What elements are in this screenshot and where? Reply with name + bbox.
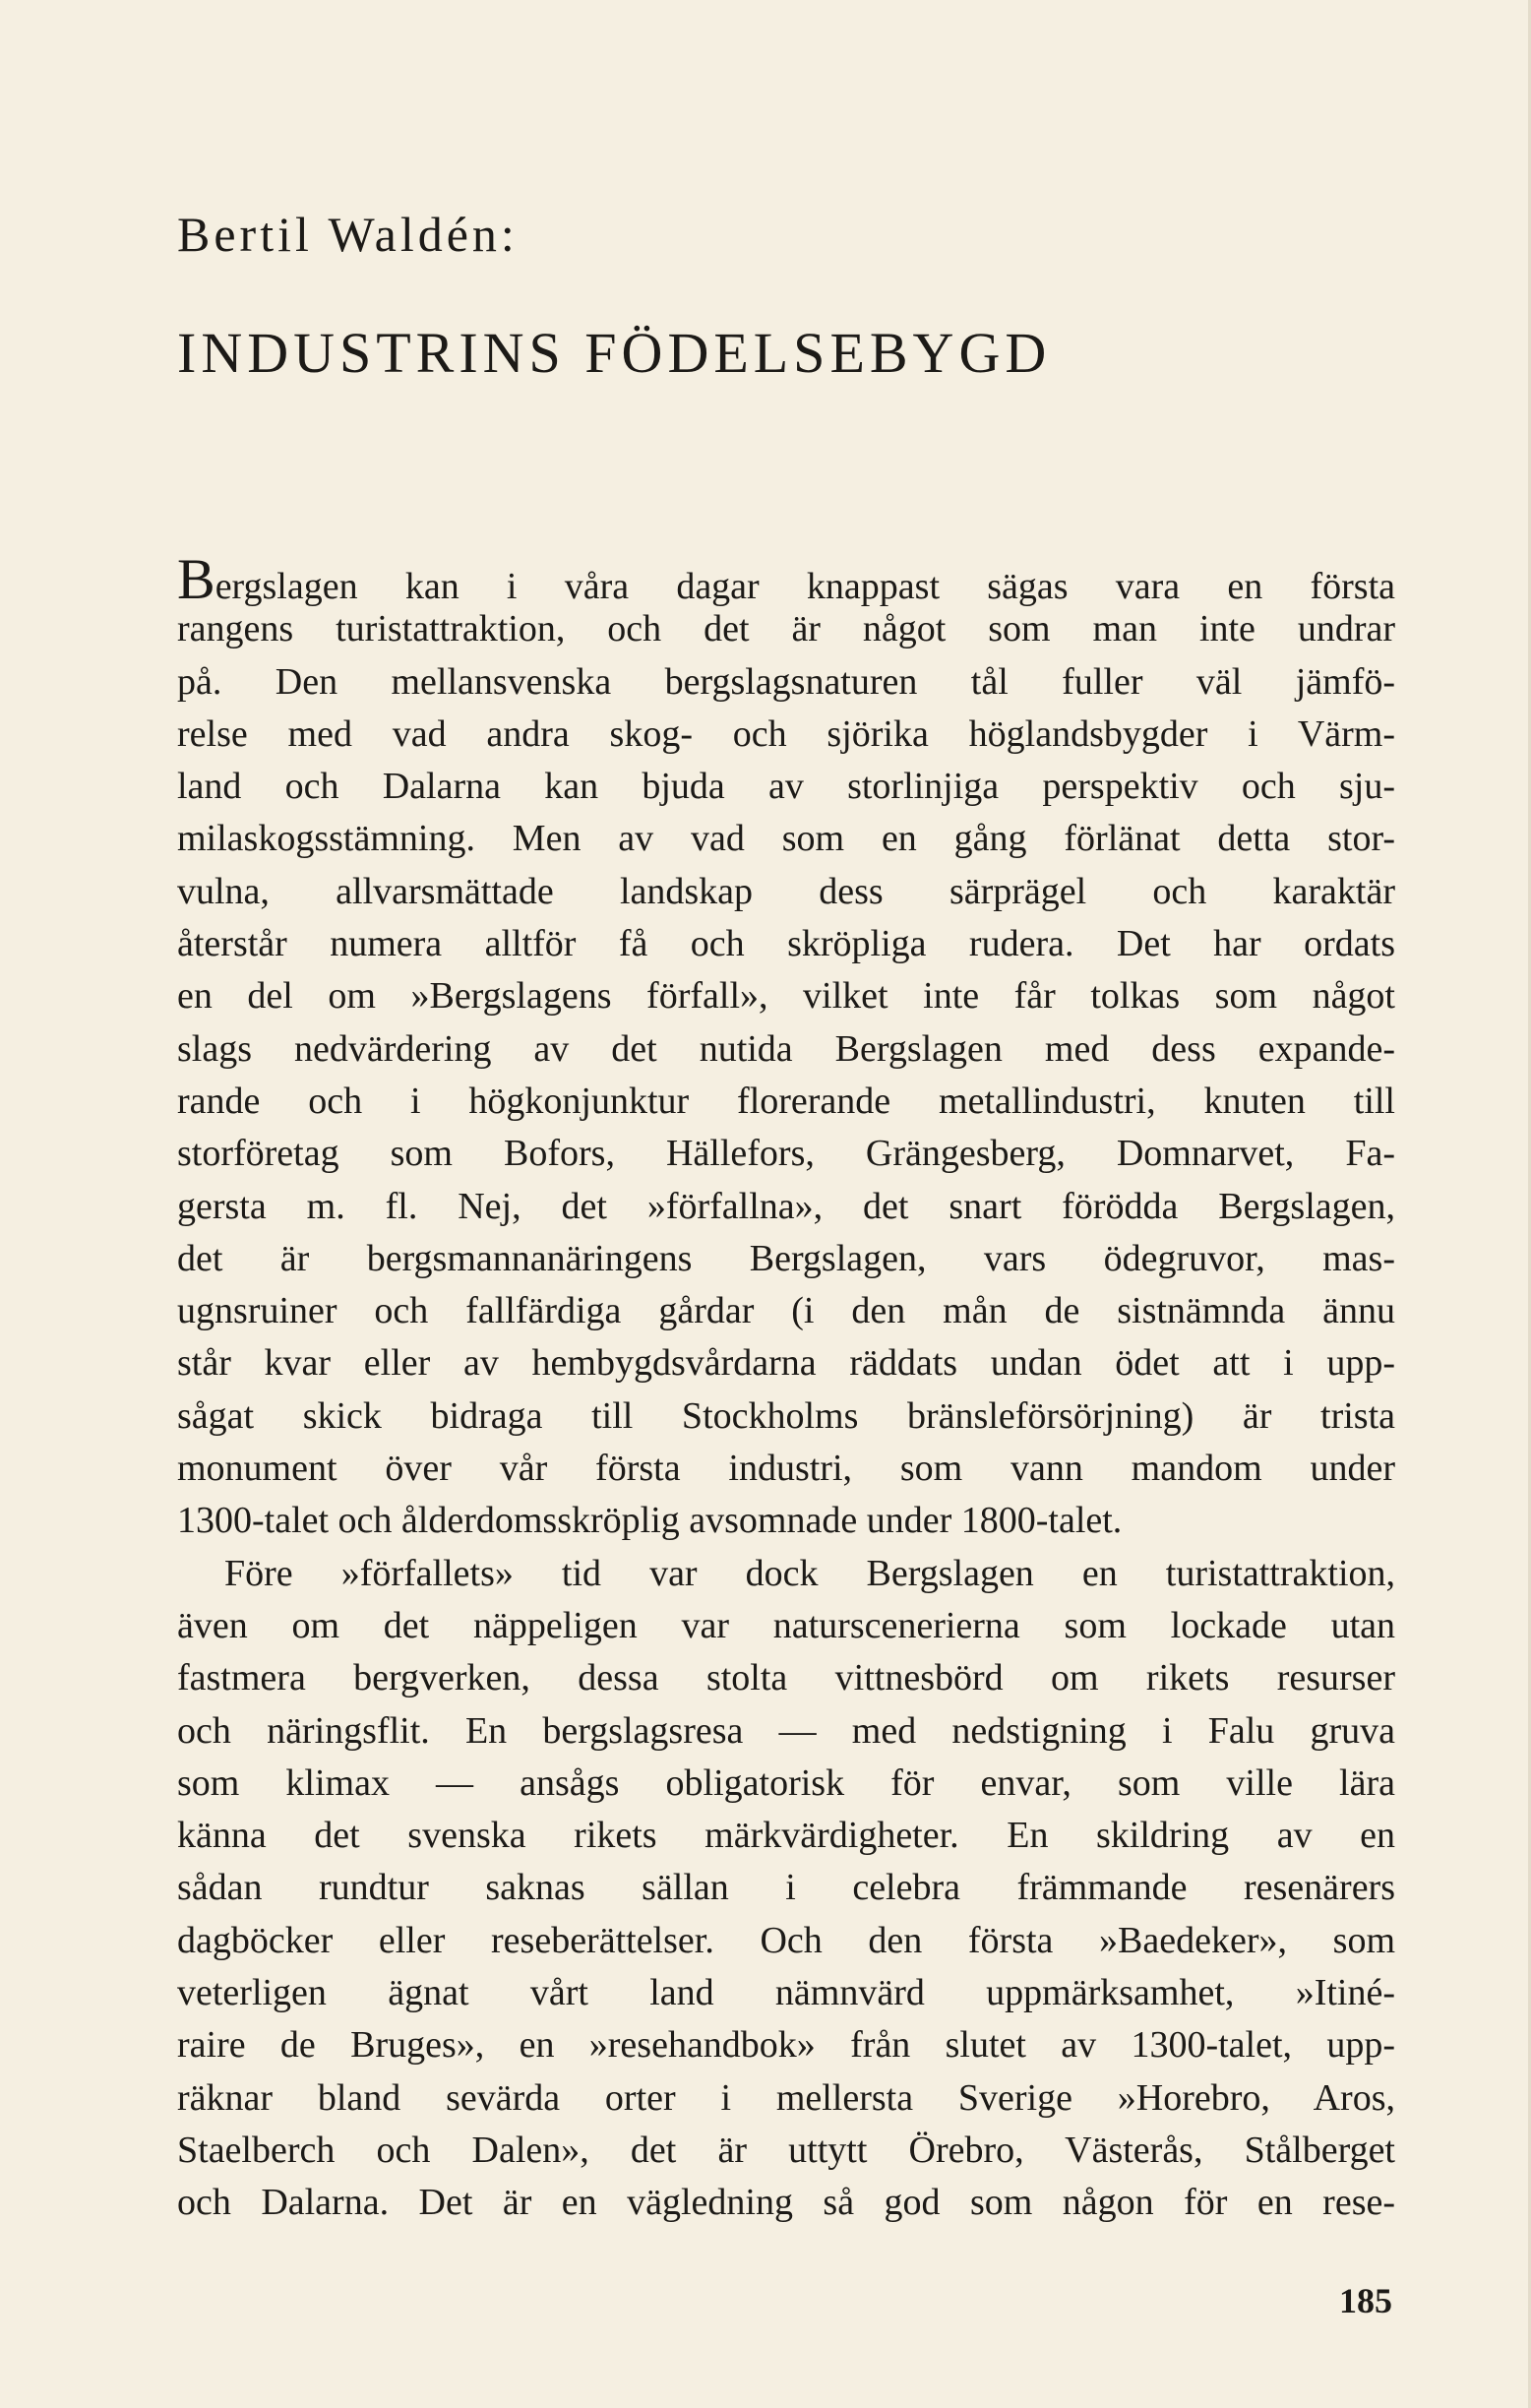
text-line: Staelberch och Dalen», det är uttytt Örebro, Västerås, Stålberget [177, 2129, 1395, 2171]
text-line [177, 547, 1395, 611]
text-line: som klimax — ansågs obligatorisk för envar, som ville lära [177, 1761, 1395, 1804]
paragraph-first-line: Före »förfallets» tid var dock Bergslagen en turistattraktion, [224, 1552, 1395, 1594]
author-name: Bertil Waldén: [177, 207, 519, 262]
article-title: INDUSTRINS FÖDELSEBYGD [177, 321, 1052, 385]
page-number: 185 [1339, 2281, 1392, 2320]
text-line: fastmera bergverken, dessa stolta vittnesbörd om rikets resurser [177, 1657, 1395, 1699]
text-line: sådan rundtur saknas sällan i celebra främmande resenärers [177, 1867, 1395, 1909]
text-line: en del om »Bergslagens förfall», vilket inte får tolkas som något [177, 975, 1395, 1018]
text-line: slags nedvärdering av det nutida Bergslagen med dess expande- [177, 1027, 1395, 1070]
drop-cap: B [177, 547, 215, 611]
text-line: och Dalarna. Det är en vägledning så god som någon för en rese- [177, 2182, 1395, 2224]
text-line: på. Den mellansvenska bergslagsnaturen tål fuller väl jämfö- [177, 660, 1395, 703]
text-line: relse med vad andra skog- och sjörika höglandsbygder i Värm- [177, 712, 1395, 755]
text-line: återstår numera alltför få och skröpliga rudera. Det har ordats [177, 923, 1395, 965]
text-line: milaskogsstämning. Men av vad som en gång förlänat detta stor- [177, 818, 1395, 860]
text-line: veterligen ägnat vårt land nämnvärd uppmärksamhet, »Itiné- [177, 1972, 1395, 2014]
text-line: vulna, allvarsmättade landskap dess särprägel och karaktär [177, 870, 1395, 912]
text-line: rande och i högkonjunktur florerande metallindustri, knuten till [177, 1080, 1395, 1122]
text-line: monument över vår första industri, som vann mandom under [177, 1448, 1395, 1490]
text-line: känna det svenska rikets märkvärdigheter. En skildring av en [177, 1815, 1395, 1857]
text-line: land och Dalarna kan bjuda av storlinjiga perspektiv och sju- [177, 766, 1395, 808]
text-line: och näringsflit. En bergslagsresa — med nedstigning i Falu gruva [177, 1709, 1395, 1752]
article-body [177, 547, 1395, 2230]
text-line-rest: ergslagen kan i våra dagar knappast sägas vara en första [214, 566, 1395, 607]
text-line: sågat skick bidraga till Stockholms bränsleförsörjning) är trista [177, 1394, 1395, 1437]
text-line: 1300-talet och ålderdomsskröplig avsomnade under 1800-talet. [177, 1500, 1123, 1542]
text-line: raire de Bruges», en »resehandbok» från slutet av 1300-talet, upp- [177, 2024, 1395, 2067]
text-line: rangens turistattraktion, och det är något som man inte undrar [177, 608, 1395, 650]
text-line: även om det näppeligen var naturscenerierna som lockade utan [177, 1604, 1395, 1646]
text-line: står kvar eller av hembygdsvårdarna räddats undan ödet att i upp- [177, 1342, 1395, 1385]
text-line: räknar bland sevärda orter i mellersta Sverige »Horebro, Aros, [177, 2076, 1395, 2119]
text-line: dagböcker eller reseberättelser. Och den första »Baedeker», som [177, 1919, 1395, 1961]
text-line: gersta m. fl. Nej, det »förfallna», det snart förödda Bergslagen, [177, 1185, 1395, 1227]
text-line: det är bergsmannanäringens Bergslagen, vars ödegruvor, mas- [177, 1237, 1395, 1279]
text-line: ugnsruiner och fallfärdiga gårdar (i den mån de sistnämnda ännu [177, 1290, 1395, 1332]
text-line: storföretag som Bofors, Hällefors, Grängesberg, Domnarvet, Fa- [177, 1133, 1395, 1175]
